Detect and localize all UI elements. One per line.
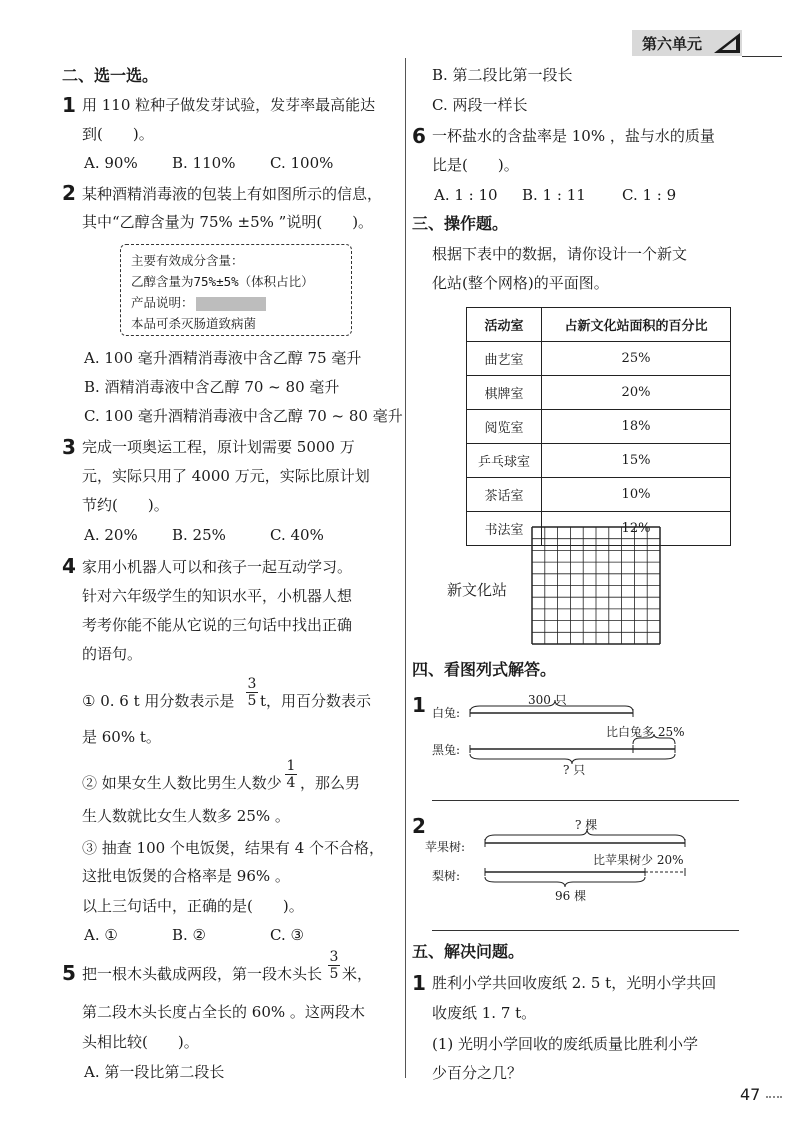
apple-tree-unknown: ? 棵 bbox=[575, 818, 598, 832]
q2-line2: 其中“乙醇含量为 75% ±5% ”说明( )。 bbox=[82, 213, 374, 231]
table-header-room: 活动室 bbox=[467, 308, 542, 342]
q4-number: 4 bbox=[62, 554, 76, 578]
black-rabbit-unknown: ? 只 bbox=[563, 763, 586, 777]
room-percent-cell: 20% bbox=[542, 376, 731, 410]
sec5-line4: 少百分之几？ bbox=[432, 1064, 523, 1082]
section-3-title: 三、操作题。 bbox=[412, 214, 509, 233]
table-row bbox=[467, 478, 731, 512]
rabbit-line-diagram bbox=[465, 698, 705, 768]
q3-option-a: A. 20% bbox=[84, 526, 138, 544]
q3-line2: 元，实际只用了 4000 万元，实际比原计划 bbox=[82, 467, 370, 485]
ruler-triangle-icon bbox=[712, 31, 742, 55]
q4-s3b: 这批电饭煲的合格率是 96% 。 bbox=[82, 867, 290, 885]
q1-line1: 用 110 粒种子做发芽试验，发芽率最高能达 bbox=[82, 96, 376, 114]
sec3-line1: 根据下表中的数据，请你设计一个新文 bbox=[432, 245, 688, 263]
sec5-line3: (1) 光明小学回收的废纸质量比胜利小学 bbox=[432, 1035, 699, 1053]
q1-option-b: B. 110% bbox=[172, 154, 236, 172]
room-percent-cell: 15% bbox=[542, 444, 731, 478]
q2-option-b: B. 酒精消毒液中含乙醇 70 ~ 80 毫升 bbox=[84, 378, 340, 396]
page-number-dash bbox=[766, 1096, 782, 1098]
pear-tree-label: 梨树: bbox=[432, 869, 461, 883]
q6-line2: 比是( )。 bbox=[432, 156, 519, 174]
table-header-percent: 占新文化站面积的百分比 bbox=[542, 308, 731, 342]
q3-number: 3 bbox=[62, 435, 76, 459]
q5-line1a: 把一根木头截成两段，第一段木头长 bbox=[82, 965, 323, 983]
apple-tree-label: 苹果树: bbox=[425, 840, 466, 854]
header-rule bbox=[742, 56, 782, 57]
q3-line1: 完成一项奥运工程，原计划需要 5000 万 bbox=[82, 438, 355, 456]
box-line4: 本品可杀灭肠道致病菌 bbox=[131, 316, 257, 331]
q5-number: 5 bbox=[62, 961, 76, 985]
room-name-cell: 乒乓球室 bbox=[467, 444, 542, 478]
fraction-3-5-a: 3 5 bbox=[247, 676, 257, 709]
q1-option-a: A. 90% bbox=[84, 154, 138, 172]
q6-option-b: B. 1 : 11 bbox=[522, 186, 586, 204]
fraction-3-5-b: 3 5 bbox=[329, 949, 339, 982]
q4-line2: 针对六年级学生的知识水平，小机器人想 bbox=[82, 587, 353, 605]
sec5-q1-number: 1 bbox=[412, 971, 426, 995]
sec3-line2: 化站(整个网格)的平面图。 bbox=[432, 274, 609, 292]
grid-label: 新文化站 bbox=[447, 581, 508, 599]
q4-s2c: 生人数就比女生人数多 25% 。 bbox=[82, 807, 290, 825]
pear-tree-count: 96 棵 bbox=[555, 889, 587, 903]
room-name-cell: 茶话室 bbox=[467, 478, 542, 512]
q4-option-c: C. ③ bbox=[270, 926, 304, 944]
q5-option-b: B. 第二段比第一段长 bbox=[432, 66, 573, 84]
q5-option-a: A. 第一段比第二段长 bbox=[84, 1063, 225, 1081]
box-line2: 乙醇含量为75%±5%（体积占比） bbox=[131, 274, 314, 289]
q4-s3a: ③ 抽查 100 个电饭煲，结果有 4 个不合格， bbox=[82, 839, 385, 857]
room-name-cell: 棋牌室 bbox=[467, 376, 542, 410]
table-row bbox=[467, 410, 731, 444]
q6-option-c: C. 1 : 9 bbox=[622, 186, 677, 204]
unit-title: 第六单元 bbox=[642, 35, 703, 53]
q1-option-c: C. 100% bbox=[270, 154, 334, 172]
sec5-line1: 胜利小学共回收废纸 2. 5 t，光明小学共回 bbox=[432, 974, 717, 992]
q6-line1: 一杯盐水的含盐率是 10% ，盐与水的质量 bbox=[432, 127, 715, 145]
q6-option-a: A. 1 : 10 bbox=[434, 186, 498, 204]
room-percent-cell: 10% bbox=[542, 478, 731, 512]
redacted-block bbox=[196, 297, 266, 311]
q4-s1c: 是 60% t。 bbox=[82, 728, 161, 746]
q3-option-b: B. 25% bbox=[172, 526, 226, 544]
q4-line1: 家用小机器人可以和孩子一起互动学习。 bbox=[82, 558, 353, 576]
page-number: 47 bbox=[740, 1085, 761, 1104]
white-rabbit-count: 300 只 bbox=[528, 693, 567, 707]
room-percent-cell: 18% bbox=[542, 410, 731, 444]
floor-plan-grid bbox=[531, 526, 661, 645]
disinfectant-label-box bbox=[120, 244, 352, 336]
q5-option-c: C. 两段一样长 bbox=[432, 96, 528, 114]
p1-number: 1 bbox=[412, 693, 426, 717]
q4-s1b: t，用百分数表示 bbox=[260, 692, 372, 710]
section-2-title: 二、选一选。 bbox=[62, 66, 159, 85]
table-row bbox=[467, 342, 731, 376]
q6-number: 6 bbox=[412, 124, 426, 148]
section-4-title: 四、看图列式解答。 bbox=[412, 660, 557, 679]
more-percent-label: 比白兔多 25% bbox=[606, 725, 685, 739]
sec5-line2: 收废纸 1. 7 t。 bbox=[432, 1004, 537, 1022]
black-rabbit-label: 黑兔: bbox=[432, 743, 461, 757]
q4-s2b: ，那么男 bbox=[300, 774, 361, 792]
q2-number: 2 bbox=[62, 181, 76, 205]
column-divider bbox=[405, 58, 406, 1078]
unit-badge bbox=[632, 30, 742, 56]
fraction-1-4: 1 4 bbox=[286, 758, 296, 791]
section-5-title: 五、解决问题。 bbox=[412, 942, 525, 961]
box-line3: 产品说明： bbox=[131, 293, 266, 311]
activity-room-table bbox=[466, 307, 731, 546]
q4-option-a: A. ① bbox=[84, 926, 118, 944]
q2-option-c: C. 100 毫升酒精消毒液中含乙醇 70 ~ 80 毫升 bbox=[84, 407, 403, 425]
q1-line2: 到( )。 bbox=[82, 125, 154, 143]
room-name-cell: 阅览室 bbox=[467, 410, 542, 444]
table-row bbox=[467, 444, 731, 478]
q4-ask: 以上三句话中，正确的是( )。 bbox=[82, 897, 304, 915]
room-name-cell: 书法室 bbox=[467, 512, 542, 546]
q4-s1a: ① 0. 6 t 用分数表示是 bbox=[82, 692, 235, 710]
box-line1: 主要有效成分含量： bbox=[131, 253, 244, 268]
q5-line1b: 米， bbox=[342, 965, 373, 983]
white-rabbit-label: 白兔: bbox=[432, 706, 461, 720]
q2-option-a: A. 100 毫升酒精消毒液中含乙醇 75 毫升 bbox=[84, 349, 362, 367]
tree-line-diagram bbox=[480, 826, 710, 896]
room-name-cell: 曲艺室 bbox=[467, 342, 542, 376]
q1-number: 1 bbox=[62, 93, 76, 117]
q4-line4: 的语句。 bbox=[82, 645, 143, 663]
q3-option-c: C. 40% bbox=[270, 526, 324, 544]
q5-line3: 头相比较( )。 bbox=[82, 1033, 199, 1051]
q4-option-b: B. ② bbox=[172, 926, 207, 944]
room-percent-cell: 25% bbox=[542, 342, 731, 376]
q3-line3: 节约( )。 bbox=[82, 496, 169, 514]
q4-s2a: ② 如果女生人数比男生人数少 bbox=[82, 774, 282, 792]
answer-line-2 bbox=[432, 930, 739, 931]
q4-line3: 考考你能不能从它说的三句话中找出正确 bbox=[82, 616, 353, 634]
less-percent-label: 比苹果树少 20% bbox=[593, 853, 684, 867]
q5-line2: 第二段木头长度占全长的 60% 。这两段木 bbox=[82, 1003, 365, 1021]
table-header-row bbox=[467, 308, 731, 342]
room-percent-cell: 12% bbox=[542, 512, 731, 546]
answer-line-1 bbox=[432, 800, 739, 801]
q2-line1: 某种酒精消毒液的包装上有如图所示的信息， bbox=[82, 185, 383, 203]
table-row bbox=[467, 376, 731, 410]
p2-number: 2 bbox=[412, 814, 426, 838]
